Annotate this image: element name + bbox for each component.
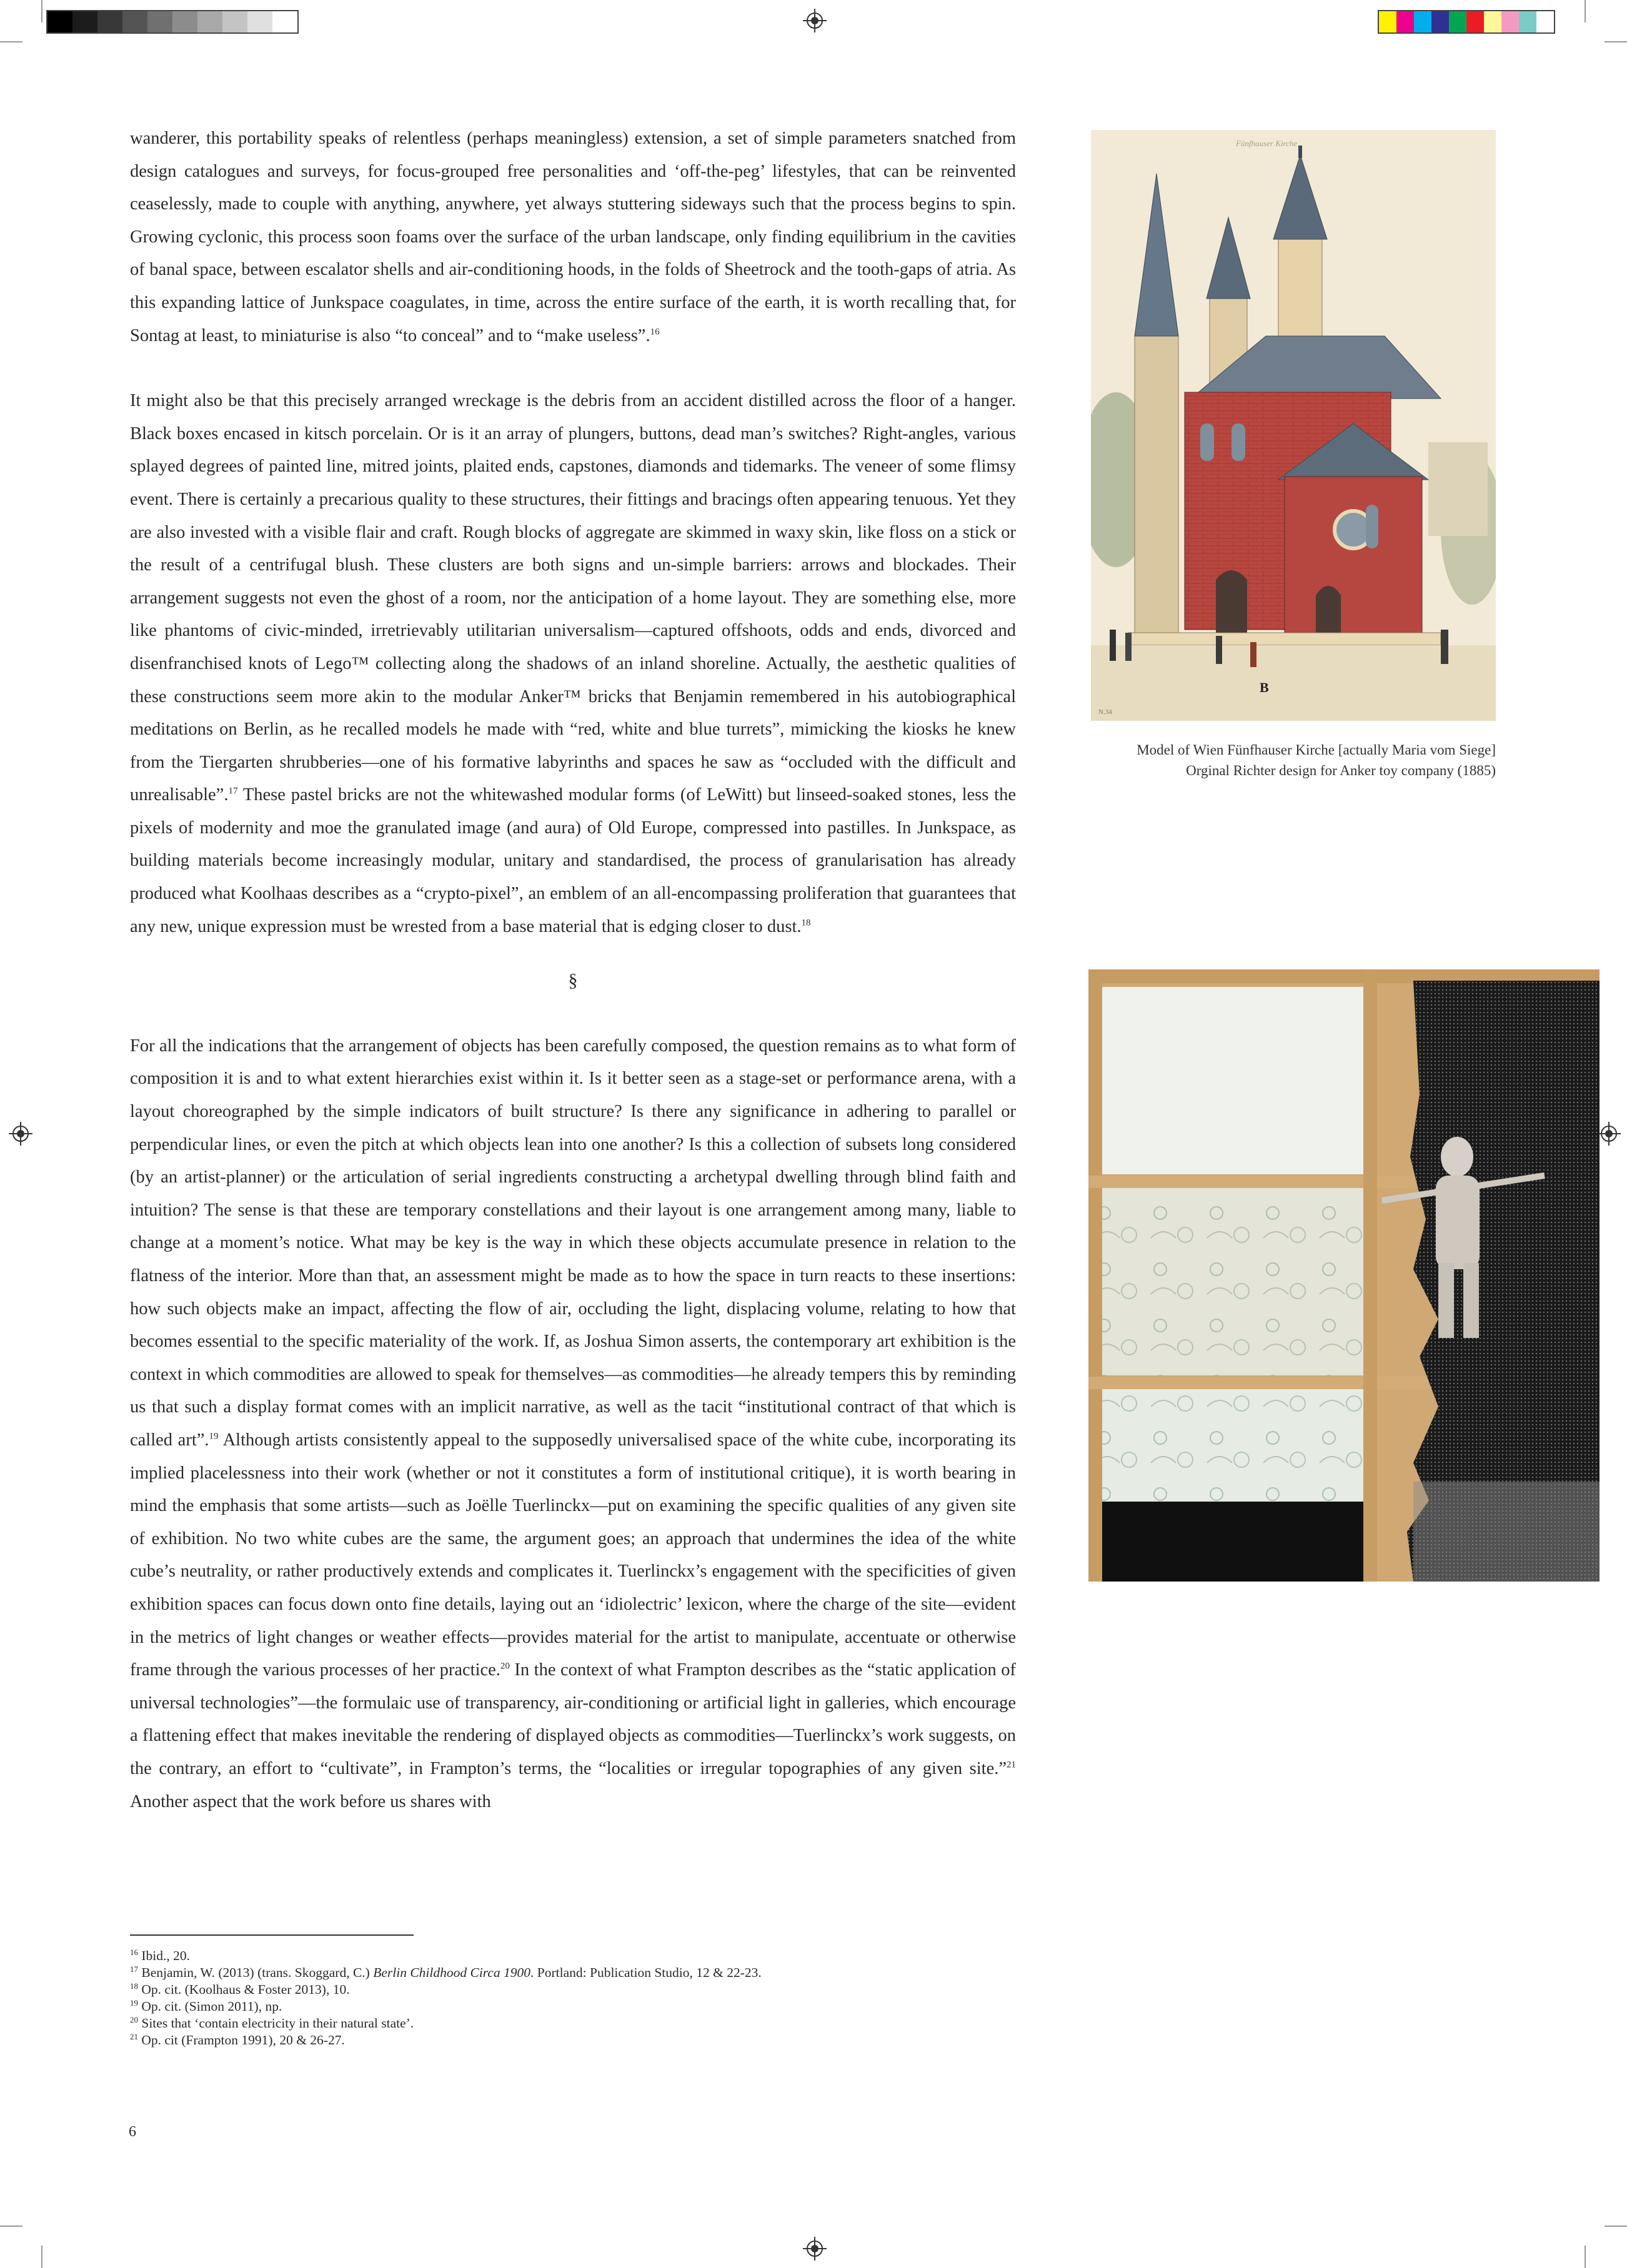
gray-swatch bbox=[47, 11, 72, 32]
footnote-text: Op. cit. (Simon 2011), np. bbox=[141, 1999, 282, 2014]
footnote bbox=[130, 1981, 1017, 1998]
crop-mark bbox=[1605, 41, 1627, 42]
grayscale-calibration-bar bbox=[46, 10, 299, 34]
footnote bbox=[130, 2015, 1017, 2032]
gray-swatch bbox=[172, 11, 197, 32]
paragraph-text: For all the indications that the arrangement of objects has been carefully composed, the question remains as to what form of composition it is and to what extent hierarchies exist within it. Is it better seen as a stage-set or performance arena, with a layout choreographed by the simple indicators of built structure? Is there any significance in adhering to parallel or perpendicular lines, or even the pitch at which objects lean into one another? Is this a collection of subsets long considered (by an artist-planner) or the articulation of serial ingredients constructing a archetypal dwelling through blind faith and intuition? The sense is that these are temporary constellations and their layout is one arrangement among many, liable to change at a moment’s notice. What may be key is the way in which these objects accumulate presence in relation to the flatness of the interior. More than that, an assessment might be made as to how the space in turn reacts to these insertions: how such objects make an impact, affecting the flow of air, occluding the light, displacing volume, relating to how that becomes essential to the specific materiality of the work. If, as Joshua Simon asserts, the contemporary art exhibition is the context in which commodities are allowed to speak for themselves—as commodities—he already tempers this by reminding us that such a display format comes with an implicit narrative, as well as the tacit “institutional contract of that which is called art”. bbox=[130, 1036, 1016, 1450]
plate-number: N.34 bbox=[1098, 708, 1112, 716]
figure-caption bbox=[1062, 740, 1496, 781]
caption-line: Model of Wien Fünfhauser Kirche [actually Maria vom Siege] bbox=[1137, 742, 1496, 758]
color-swatch bbox=[1484, 11, 1501, 32]
plate-letter: B bbox=[1260, 680, 1269, 695]
church-illustration bbox=[1091, 130, 1496, 721]
paragraph-text: These pastel bricks are not the whitewashed modular forms (of LeWitt) but linseed-soaked stones, less the pixels of modernity and moe the granulated image (and aura) of Old Europe, compressed into pastilles. In Junkspace, as building materials become increasingly modular, unitary and standardised, the process of granularisation has already produced what Koolhaas describes as a “crypto-pixel”, an emblem of an all-encompassing proliferation that guarantees that any new, unique expression must be wrested from a base material that is edging closer to dust. bbox=[130, 785, 1016, 936]
paragraph bbox=[130, 1030, 1016, 1818]
footnote-text: Benjamin, W. (2013) (trans. Skoggard, C.) bbox=[141, 1965, 374, 1980]
footnote-ref: 20 bbox=[500, 1661, 510, 1671]
color-swatch bbox=[1536, 11, 1554, 32]
color-calibration-bar bbox=[1378, 10, 1555, 34]
footnote-text: Op. cit (Frampton 1991), 20 & 26-27. bbox=[141, 2033, 345, 2048]
paragraph-text: Although artists consistently appeal to the supposedly universalised space of the white cube, incorporating its implied placelessness into their work (whether or not it constitutes a form of institutional critique), it is worth bearing in mind the emphasis that some artists—such as Joëlle Tuerlinckx—put on examining the specific qualities of any given site of exhibition. No two white cubes are the same, the argument goes; an approach that undermines the idea of the white cube’s neutrality, or rather productively extends and complicates it. Tuerlinckx’s engagement with the specificities of given exhibition spaces can focus down onto fine details, laying out an ‘idiolectric’ lexicon, where the charge of the site—evident in the metrics of light changes or weather effects—provides material for the artist to manipulate, accentuate or otherwise frame through the various processes of her practice. bbox=[130, 1430, 1016, 1680]
footnote-text: Sites that ‘contain electricity in their natural state’. bbox=[141, 2016, 414, 2031]
registration-mark-icon bbox=[12, 1126, 29, 1142]
crop-mark bbox=[41, 0, 42, 22]
paragraph bbox=[130, 385, 1016, 943]
crop-mark bbox=[1585, 2246, 1586, 2268]
crop-mark bbox=[1605, 2226, 1627, 2227]
paragraph-text: Another aspect that the work before us shares with bbox=[130, 1791, 491, 1811]
footnote-ref: 16 bbox=[650, 327, 660, 337]
artwork-photograph bbox=[1088, 969, 1600, 1582]
paragraph bbox=[130, 122, 1016, 352]
gray-swatch bbox=[122, 11, 147, 32]
color-swatch bbox=[1414, 11, 1431, 32]
gray-swatch bbox=[72, 11, 97, 32]
footnote-ref: 17 bbox=[228, 786, 238, 796]
registration-mark-icon bbox=[807, 2241, 823, 2257]
crop-mark bbox=[0, 41, 22, 42]
footnote-number: 21 bbox=[130, 2031, 138, 2041]
footnote-ref: 21 bbox=[1007, 1760, 1016, 1770]
footnote-ref: 18 bbox=[801, 918, 811, 928]
paragraph-text: In the context of what Frampton describes as the “static application of universal technologies”—the formulaic use of transparency, air-conditioning or artificial light in galleries, which encourage a flattening effect that makes inevitable the rendering of displayed objects as commodities—Tuerlinckx’s work suggests, on the contrary, an effort to “cultivate”, in Frampton’s terms, the “localities or irregular topographies of any given site.” bbox=[130, 1660, 1016, 1778]
gray-swatch bbox=[247, 11, 272, 32]
footnote-book-title: Berlin Childhood Circa 1900 bbox=[373, 1965, 531, 1980]
section-break: § bbox=[568, 970, 578, 991]
footnote-number: 16 bbox=[130, 1947, 138, 1957]
gray-swatch bbox=[97, 11, 122, 32]
color-swatch bbox=[1431, 11, 1449, 32]
footnote-text: . Portland: Publication Studio, 12 & 22-23. bbox=[530, 1965, 762, 1980]
paragraph-text: It might also be that this precisely arranged wreckage is the debris from an accident distilled across the floor of a hanger. Black boxes encased in kitsch porcelain. Or is it an array of plungers, buttons, dead man’s switches? Right-angles, various splayed degrees of painted line, mitred joints, plaited ends, capstones, diamonds and tidemarks. The veneer of some flimsy event. There is certainly a precarious quality to these structures, their fittings and bracings often appearing tenuous. Yet they are also invested with a visible flair and craft. Rough blocks of aggregate are skimmed in waxy skin, like floss on a stick or the result of a centrifugal blush. These clusters are both signs and un-simple barriers: arrows and blockades. Their arrangement suggests not even the ghost of a room, nor the anticipation of a home layout. They are something else, more like phantoms of civic-minded, irretrievably utilitarian universalism—captured offshoots, odds and ends, divorced and disenfranchised knots of Lego™ collecting along the shadows of an inland shoreline. Actually, the aesthetic qualities of these constructions seem more akin to the modular Anker™ bricks that Benjamin remembered in his autobiographical meditations on Berlin, as he recalled models he made with “red, white and blue turrets”, mimicking the kiosks he knew from the Tiergarten shrubberies—one of his formative labyrinths and spaces he saw as “occluded with the difficult and unrealisable”. bbox=[130, 391, 1016, 805]
crop-mark bbox=[0, 2226, 22, 2227]
color-swatch bbox=[1466, 11, 1484, 32]
color-swatch bbox=[1519, 11, 1536, 32]
color-swatch bbox=[1396, 11, 1414, 32]
gray-swatch bbox=[197, 11, 222, 32]
footnote-number: 17 bbox=[130, 1964, 138, 1974]
color-swatch bbox=[1379, 11, 1396, 32]
page-number: 6 bbox=[129, 2124, 136, 2140]
body-text-column bbox=[130, 122, 1016, 1818]
illustration-inscription: Fünfhauser Kirche bbox=[1236, 139, 1298, 148]
registration-mark-icon bbox=[1601, 1126, 1617, 1142]
gray-swatch bbox=[272, 11, 297, 32]
crop-mark bbox=[41, 2246, 42, 2268]
color-swatch bbox=[1501, 11, 1519, 32]
footnote bbox=[130, 1998, 1017, 2015]
footnote-number: 20 bbox=[130, 2014, 138, 2024]
footnote-text: Ibid., 20. bbox=[141, 1948, 191, 1963]
footnote-rule bbox=[130, 1934, 414, 1936]
footnote bbox=[130, 1964, 1017, 1981]
footnote-text: Op. cit. (Koolhaus & Foster 2013), 10. bbox=[141, 1982, 350, 1997]
gray-swatch bbox=[147, 11, 172, 32]
gray-swatch bbox=[222, 11, 247, 32]
crop-mark bbox=[1585, 0, 1586, 22]
registration-mark-icon bbox=[807, 12, 823, 29]
footnote-ref: 19 bbox=[209, 1431, 219, 1442]
footnotes bbox=[130, 1948, 1017, 2049]
color-swatch bbox=[1449, 11, 1466, 32]
paragraph-text: wanderer, this portability speaks of relentless (perhaps meaningless) extension, a set of simple parameters snatched from design catalogues and surveys, for focus-grouped free personalities and ‘off-the-peg’ lifestyles, that can be reinvented ceaselessly, made to couple with anything, anywhere, yet always stuttering sideways such that the process begins to spin. Growing cyclonic, this process soon foams over the surface of the urban landscape, only finding equilibrium in the cavities of banal space, between escalator shells and air-conditioning hoods, in the folds of Sheetrock and the tooth-gaps of atria. As this expanding lattice of Junkspace coagulates, in time, across the entire surface of the earth, it is worth recalling that, for Sontag at least, to miniaturise is also “to conceal” and to “make useless”. bbox=[130, 129, 1016, 345]
footnote bbox=[130, 2032, 1017, 2049]
caption-line: Orginal Richter design for Anker toy company (1885) bbox=[1186, 763, 1496, 778]
footnote-number: 18 bbox=[130, 1981, 138, 1991]
footnote bbox=[130, 1948, 1017, 1964]
footnote-number: 19 bbox=[130, 1998, 138, 2008]
